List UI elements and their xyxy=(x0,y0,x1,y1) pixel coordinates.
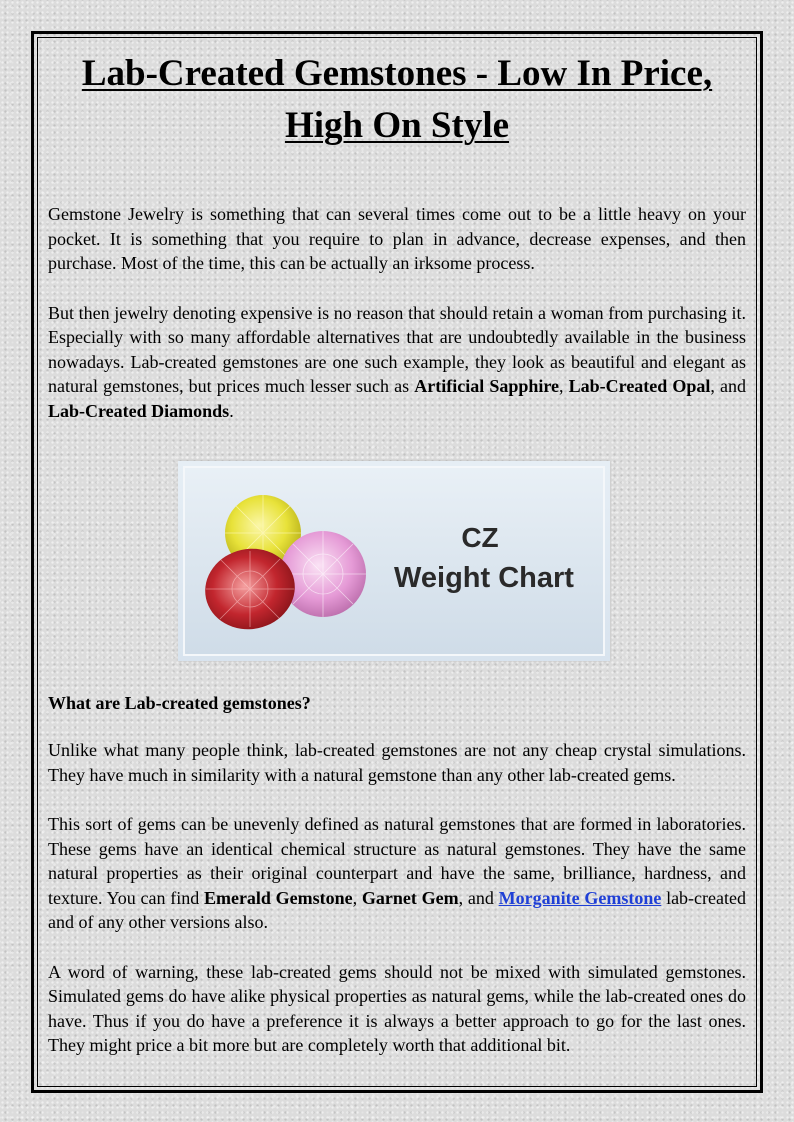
separator: , and xyxy=(458,887,499,908)
bold-lab-created-diamonds: Lab-Created Diamonds xyxy=(48,400,230,421)
bold-emerald-gemstone: Emerald Gemstone xyxy=(203,887,353,908)
page-title xyxy=(48,48,746,152)
bold-garnet-gem: Garnet Gem xyxy=(361,887,459,908)
separator: , xyxy=(559,376,569,396)
cz-weight-chart-image xyxy=(178,461,610,661)
image-caption-line-1: CZ xyxy=(461,522,499,553)
document-body xyxy=(48,48,746,1058)
image-caption-line-2: Weight Chart xyxy=(394,562,574,594)
bold-artificial-sapphire: Artificial Sapphire xyxy=(414,376,560,396)
paragraph-unlike: Unlike what many people think, lab-created gemstones are not any cheap crystal simulations. They have much in similarity with a natural gemstone than any other lab-created gems. xyxy=(48,740,746,785)
paragraph-affordable-text: But then jewelry denoting expensive is no reason that should retain a woman from purchasing it. Especially with so many affordable alternatives that are undoubtedly available in the business nowadays. Lab-created gemstones are one such example, they look as beautiful and elegant as natural gemstones, but prices much lesser such as xyxy=(48,302,746,396)
sentence-end: . xyxy=(229,400,234,421)
pink-gem-icon xyxy=(280,531,366,617)
paragraph-definition xyxy=(48,812,746,935)
title-line-2: High On Style xyxy=(284,105,510,146)
paragraph-affordable xyxy=(48,301,746,424)
paragraph-intro: Gemstone Jewelry is something that can several times come out to be a little heavy on your pocket. It is something that you require to plan in advance, decrease expenses, and then purchase. Most of the time, this can be actually an irksome process. xyxy=(48,204,746,273)
sentence-end: lab-created and of any other versions also. xyxy=(48,887,747,932)
separator: , xyxy=(352,887,362,908)
gemstones-illustration xyxy=(178,461,610,661)
section-heading-what-are: What are Lab-created gemstones? xyxy=(48,693,311,713)
paragraph-warning: A word of warning, these lab-created gems should not be mixed with simulated gemstones. Simulated gems do have alike physical properties as natural gems, while the lab-created ones do have. Thus if you do have a preference it is always a better approach to go for the last ones. They might price a bit more but are completely worth that additional bit. xyxy=(48,961,746,1055)
paragraph-definition-text: This sort of gems can be unevenly defined as natural gemstones that are formed in laboratories. These gems have an identical chemical structure as natural gemstones. They have the same natural properties as their original counterpart and have the same, brilliance, hardness, and texture. You can find xyxy=(48,814,746,908)
separator: , and xyxy=(710,376,747,396)
morganite-gemstone-link[interactable]: Morganite Gemstone xyxy=(498,887,662,908)
title-line-1: Lab-Created Gemstones - Low In Price, xyxy=(81,53,713,94)
bold-lab-created-opal: Lab-Created Opal xyxy=(568,376,711,396)
